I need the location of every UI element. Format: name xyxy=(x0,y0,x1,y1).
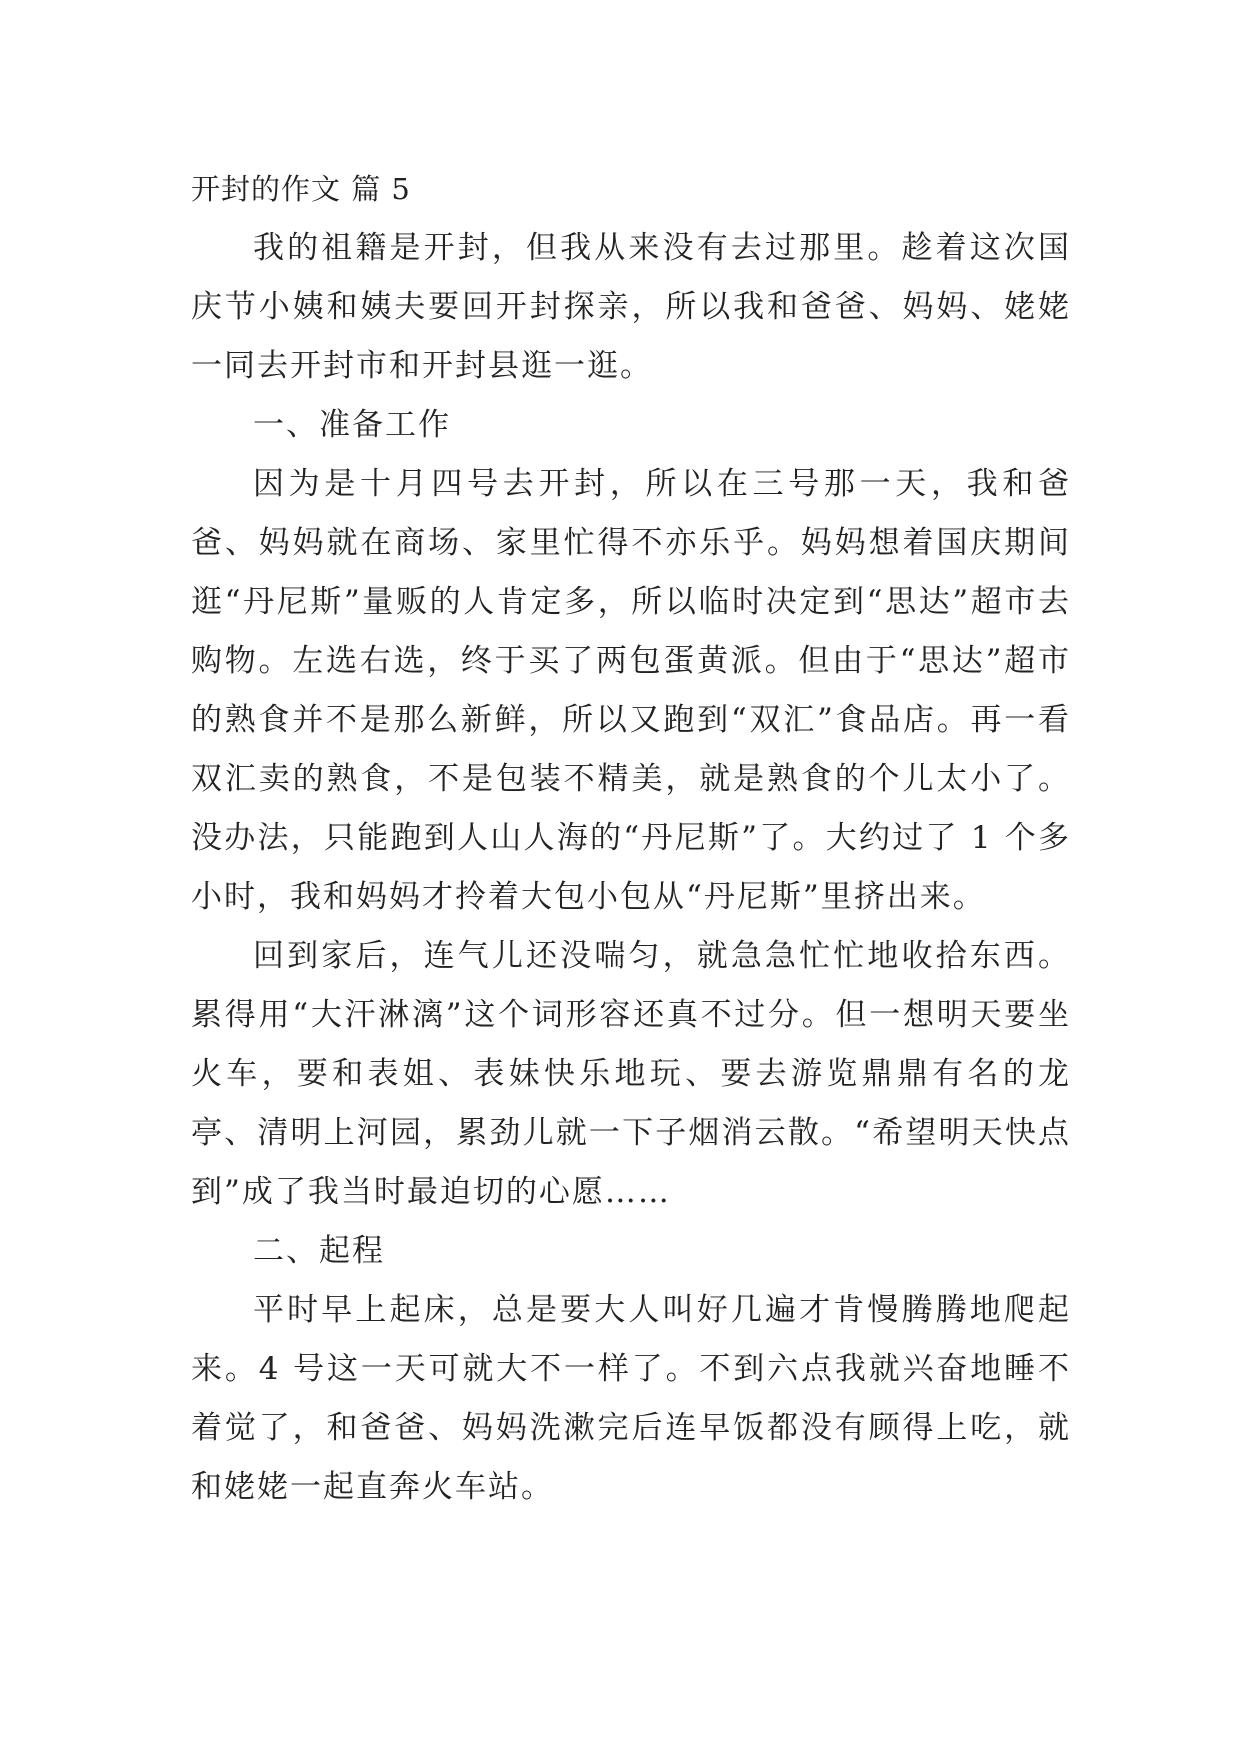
intro-paragraph: 我的祖籍是开封，但我从来没有去过那里。趁着这次国庆节小姨和姨夫要回开封探亲，所以我和爸爸、妈妈、姥姥一同去开封市和开封县逛一逛。 xyxy=(191,230,1071,384)
departure-paragraph-1: 平时早上起床，总是要大人叫好几遍才肯慢腾腾地爬起来。4 号这一天可就大不一样了。不到六点我就兴奋地睡不着觉了，和爸爸、妈妈洗漱完后连早饭都没有顾得上吃，就和姥姥一起直奔火车站。 xyxy=(191,1292,1071,1505)
essay-title: 开封的作文 篇 5 xyxy=(191,172,411,206)
section-heading-preparation: 一、准备工作 xyxy=(253,407,451,443)
preparation-paragraph-2: 回到家后，连气儿还没喘匀，就急急忙忙地收拾东西。累得用“大汗淋漓”这个词形容还真不过分。但一想明天要坐火车，要和表姐、表妹快乐地玩、要去游览鼎鼎有名的龙亭、清明上河园，累劲儿就一下子烟消云散。“希望明天快点到”成了我当时最迫切的心愿…… xyxy=(191,938,1071,1210)
preparation-paragraph-1: 因为是十月四号去开封，所以在三号那一天，我和爸爸、妈妈就在商场、家里忙得不亦乐乎。妈妈想着国庆期间逛“丹尼斯”量贩的人肯定多，所以临时决定到“思达”超市去购物。左选右选，终于买了两包蛋黄派。但由于“思达”超市的熟食并不是那么新鲜，所以又跑到“双汇”食品店。再一看双汇卖的熟食，不是包装不精美，就是熟食的个儿太小了。没办法，只能跑到人山人海的“丹尼斯”了。大约过了 1 个多小时，我和妈妈才拎着大包小包从“丹尼斯”里挤出来。 xyxy=(191,466,1071,915)
document-body xyxy=(191,160,1071,1517)
section-heading-departure: 二、起程 xyxy=(253,1233,385,1269)
